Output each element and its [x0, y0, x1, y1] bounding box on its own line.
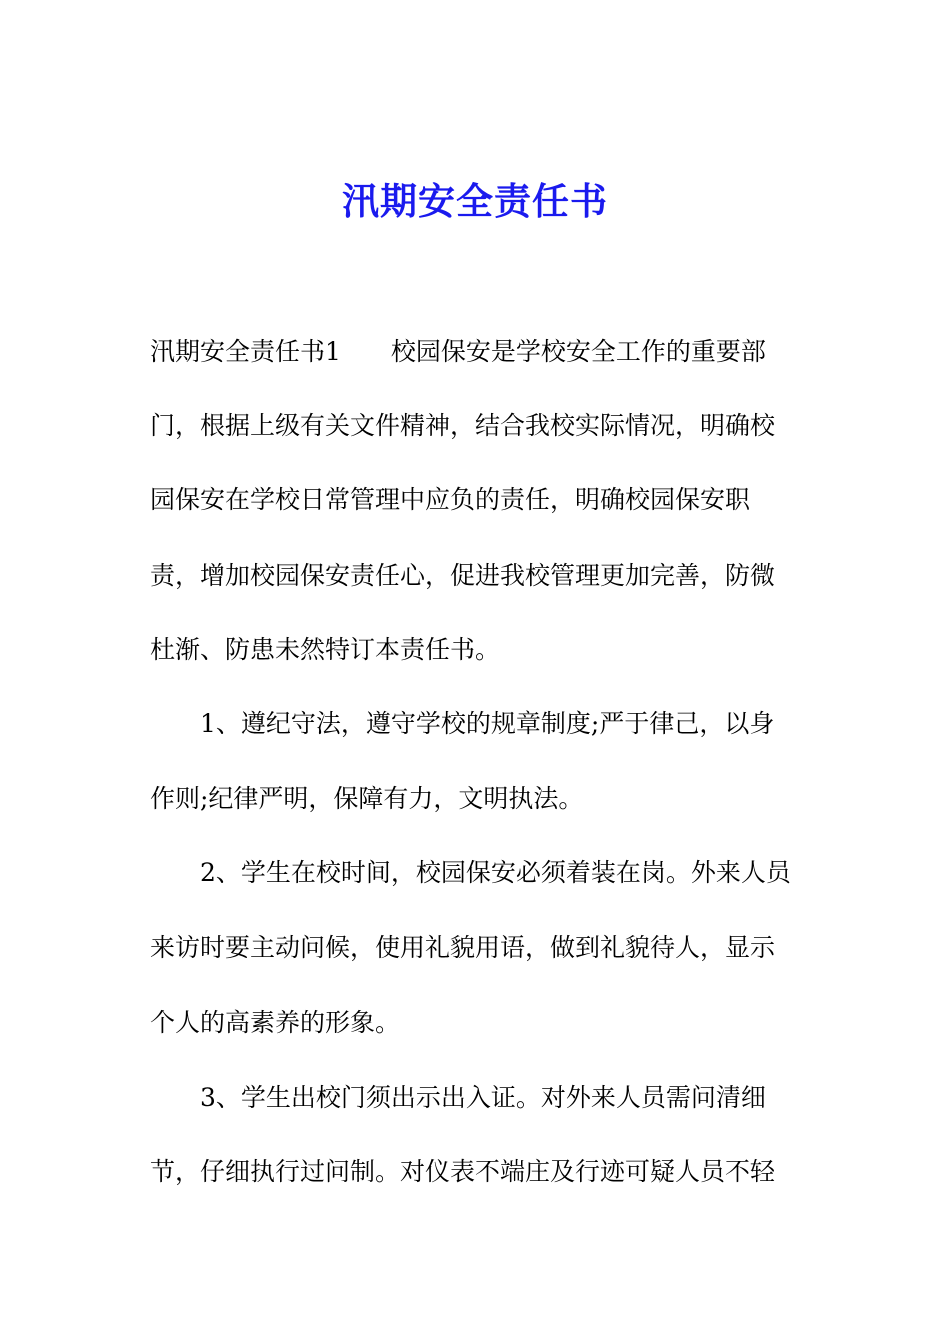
- body-line: 责，增加校园保安责任心，促进我校管理更加完善，防微: [150, 561, 776, 590]
- body-line: 1、遵纪守法，遵守学校的规章制度;严于律己，以身: [200, 709, 775, 738]
- body-line: 作则;纪律严明，保障有力，文明执法。: [150, 784, 584, 813]
- body-line: 来访时要主动问候，使用礼貌用语，做到礼貌待人，显示: [150, 933, 776, 962]
- body-line: 2、学生在校时间，校园保安必须着装在岗。外来人员: [200, 858, 791, 887]
- body-line: 杜渐、防患未然特订本责任书。: [150, 635, 501, 664]
- body-line: 门，根据上级有关文件精神，结合我校实际情况，明确校: [150, 411, 776, 440]
- body-line: 园保安在学校日常管理中应负的责任，明确校园保安职: [150, 485, 751, 514]
- body-line: 节，仔细执行过问制。对仪表不端庄及行迹可疑人员不轻: [150, 1157, 776, 1186]
- body-line: 个人的高素养的形象。: [150, 1008, 401, 1037]
- document-title: 汛期安全责任书: [342, 179, 608, 223]
- body-line: 3、学生出校门须出示出入证。对外来人员需问清细: [200, 1083, 766, 1112]
- body-line: 汛期安全责任书1 校园保安是学校安全工作的重要部: [150, 337, 766, 366]
